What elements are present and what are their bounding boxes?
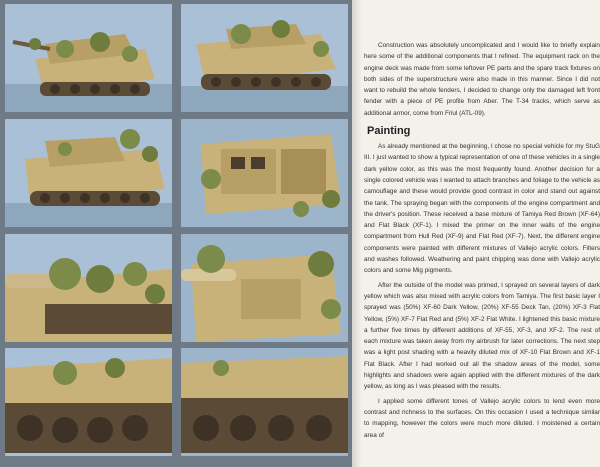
photo-tank-rear-right	[181, 4, 348, 112]
photo-tank-rear-right-image	[181, 4, 348, 112]
paragraph-vallejo-tones: I applied some different tones of Vallejo acrylic colors to lend even more contrast and richness to the surfaces. On this occasion I used a technique similar to mapping, however the colors were much more diluted. I moistened a certain area of	[364, 397, 600, 439]
photo-tank-side-left-image	[5, 119, 172, 227]
article-column	[364, 40, 600, 444]
photo-closeup-superstructure-image	[181, 234, 348, 342]
photo-closeup-running-gear-left	[5, 348, 172, 456]
photo-closeup-gun-mantlet-image	[5, 234, 172, 342]
photo-tank-top-view-image	[181, 119, 348, 227]
photo-tank-top-view	[181, 119, 348, 227]
photo-tank-side-left	[5, 119, 172, 227]
photo-closeup-running-gear-right-image	[181, 348, 348, 456]
article-page	[352, 0, 600, 467]
photo-tank-front-left-image	[5, 4, 172, 112]
paragraph-painting-intro: As already mentioned at the beginning, I chose no special vehicle for my StuG III. I just wanted to show a typical representation of one of these vehicles in a single dark yellow color, as this was the most frequently found. Another decision for a single colored vehicle was I wanted to attach branches and foliage to the vehicle as camouflage and these would provide good contrast in color and stand out against the tank. The spraying began with the components of the engine compartment and the driver's position. These received a base mixture of Tamiya Red Brown (XF-64) and Flat Black (XF-1). I mixed the primer on the inner walls of the engine compartment from Hull Red (XF-9) and Flat Red (XF-7). Next, the different engine components were painted with different mixtures of Vallejo acrylic colors. Filters and washes followed. Weathering and paint chipping was done with Vallejo acrylic colors and some Mig pigments.	[364, 143, 600, 275]
photo-closeup-gun-mantlet	[5, 234, 172, 342]
photo-tank-front-left	[5, 4, 172, 112]
section-heading-painting: Painting	[367, 125, 411, 138]
paragraph-painting-layers: After the outside of the model was primed, I sprayed on several layers of dark yellow which was also mixed with acrylic colors from Tamiya. The first basic layer I sprayed was (50%) XF-60 Dark Yellow, (20%) XF-55 Deck Tan, (20%) XF-3 Flat Yellow, (5%) XF-7 Flat Red and (5%) XF-2 Flat White. I lightened this basic mixture a further five times by different additions of XF-55, XF-3, and XF-2. The rest of each mixture was taken away from my airbrush for later corrections. The next step was a light post shading with a heavily diluted mix of XF-10 Flat Brown and XF-1 Flat Black. After I had worked out all the shadow areas of the model, some highlights and shadows were again applied with the different mixtures of the dark yellow, as long as I was pleased with the results.	[364, 281, 600, 391]
photo-closeup-running-gear-left-image	[5, 348, 172, 456]
paragraph-construction: Construction was absolutely uncomplicated and I would like to briefly explain here some of the additional components that I refined. The equipment rack on the engine deck was made from some leftover PE parts and the spare track fixtures on both sides of the superstructure were also made in this manner. Since I did not want to rebuild the whole fenders, I decided to change only the damaged left front fender with a piece of PE profile from Aber. The T-34 tracks, which serve as additional armor, come from Friul (ATL-09).	[364, 42, 600, 117]
photo-closeup-superstructure	[181, 234, 348, 342]
photo-closeup-running-gear-right	[181, 348, 348, 456]
